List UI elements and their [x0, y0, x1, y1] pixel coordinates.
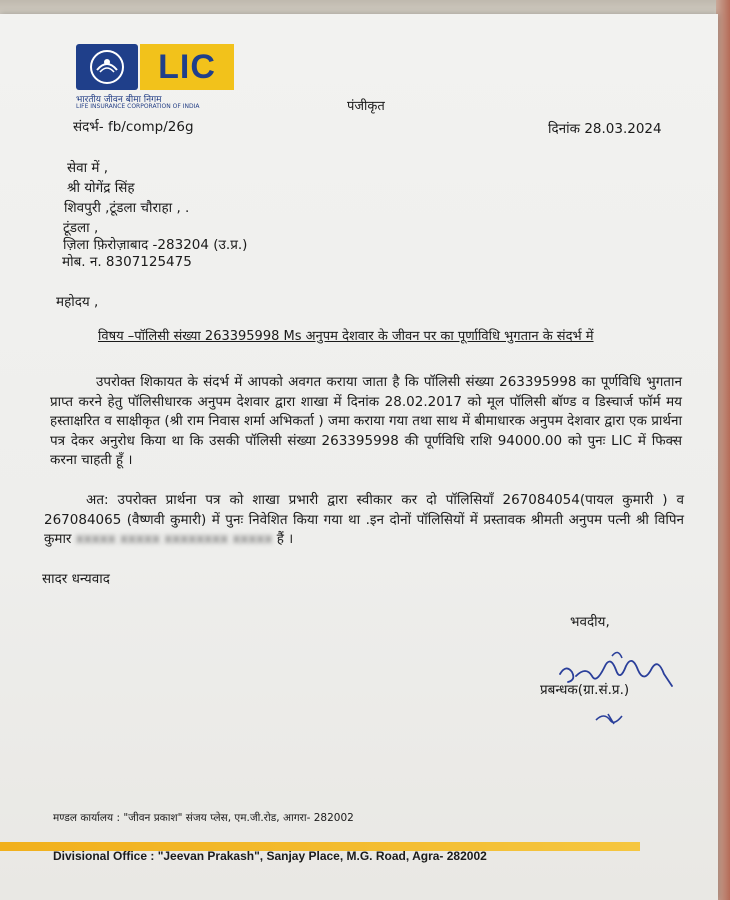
lic-logo	[76, 44, 236, 110]
lic-logo-wordmark: LIC	[140, 44, 234, 90]
recipient-address-line: शिवपुरी ,टूंडला चौराहा , .	[64, 200, 190, 216]
body-paragraph: उपरोक्त शिकायत के संदर्भ में आपको अवगत कराया जाता है कि पॉलिसी संख्या 263395998 का पूर्णविधि भुगतान प्राप्त करने हेतु पॉलिसीधारक अनुपम देशवार द्वारा शाखा में दिनांक 28.02.2017 को मूल पॉलिसी बॉण्ड व डिस्चार्ज फॉर्म मय हस्ताक्षरित व साक्षीकृत (श्री राम निवास शर्मा अभिकर्ता ) जमा कराया गया तथा साथ में बीमाधारक अनुपम देशवार द्वारा एक प्रार्थना पत्र देकर अनुरोध किया था कि उसकी पॉलिसी संख्या 263395998 की पूर्णविधि राशि 94000.00 को पुनः LIC में फिक्स करना चाहती हूँ ।	[50, 374, 682, 468]
letter-page	[0, 14, 718, 900]
body-paragraph-end: हैं ।	[276, 531, 294, 547]
recipient-mobile: मोब. न. 8307125475	[62, 254, 192, 270]
redacted-text: xxxxx xxxxx xxxxxxxx xxxxx	[75, 531, 273, 547]
body-paragraph	[44, 491, 684, 550]
letter-date: दिनांक 28.03.2024	[548, 121, 662, 137]
recipient-to: सेवा में ,	[67, 160, 109, 176]
lic-emblem-icon	[76, 44, 138, 90]
subject-line: विषय –पॉलिसी संख्या 263395998 Ms अनुपम देशवार के जीवन पर का पूर्णाविधि भुगतान के संदर्भ में	[98, 329, 594, 344]
lic-logo-english-name: LIFE INSURANCE CORPORATION OF INDIA	[76, 103, 200, 110]
designation: प्रबन्धक(ग्रा.सं.प्र.)	[540, 682, 630, 698]
recipient-address-line: ज़िला फ़िरोज़ाबाद -283204 (उ.प्र.)	[63, 237, 248, 253]
reference-number: संदर्भ- fb/comp/26g	[73, 119, 194, 135]
footer-english-address: Divisional Office : "Jeevan Prakash", Sanjay Place, M.G. Road, Agra- 282002	[53, 849, 487, 863]
lic-logo-hindi-name: भारतीय जीवन बीमा निगम	[76, 95, 162, 105]
recipient-address-line: टूंडला ,	[63, 220, 99, 236]
closing-yours: भवदीय,	[570, 614, 610, 630]
closing-thanks: सादर धन्यवाद	[42, 571, 110, 587]
registered-label: पंजीकृत	[347, 99, 385, 114]
recipient-name: श्री योगेंद्र सिंह	[67, 180, 135, 196]
background-edge	[716, 0, 730, 900]
body-paragraph-text: अत: उपरोक्त प्रार्थना पत्र को शाखा प्रभारी द्वारा स्वीकार कर दो पॉलिसियाँ 267084054(पायल कुमारी ) व 267084065 (वैष्णवी कुमारी) में पुनः निवेशित किया गया था .इन दोनों पॉलिसियों में प्रस्तावक श्रीमती अनुपम पत्नी श्री विपिन कुमार	[44, 492, 684, 547]
footer-hindi-address: मण्डल कार्यालय : "जीवन प्रकाश" संजय प्लेस, एम.जी.रोड, आगरा- 282002	[53, 812, 354, 824]
salutation: महोदय ,	[56, 294, 99, 310]
